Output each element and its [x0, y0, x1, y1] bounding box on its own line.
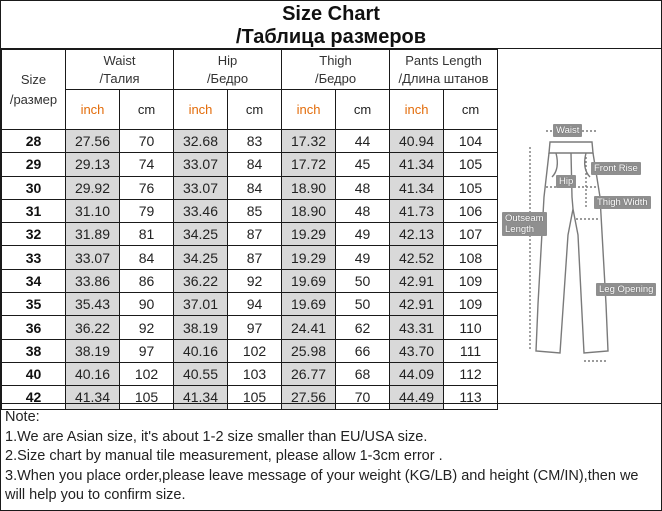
size-cell: 28: [2, 130, 66, 153]
hip-in-cell: 34.25: [174, 223, 228, 246]
thigh-cm-cell: 48: [336, 176, 390, 199]
size-cell: 34: [2, 269, 66, 292]
size-cell: 31: [2, 199, 66, 222]
header-waist-en: Waist: [103, 52, 136, 68]
thigh-cm-cell: 48: [336, 199, 390, 222]
label-outseam-length: [502, 212, 547, 236]
unit-thigh-cm: cm: [336, 90, 390, 130]
length-cm-cell: 109: [444, 293, 498, 316]
table-row: [2, 153, 498, 176]
unit-length-inch: inch: [390, 90, 444, 130]
waist-in-cell: 33.07: [66, 246, 120, 269]
unit-thigh-inch: inch: [282, 90, 336, 130]
label-thigh-width: Thigh Width: [594, 196, 651, 209]
waistband-shape: [549, 142, 593, 153]
unit-length-cm: cm: [444, 90, 498, 130]
length-cm-cell: 105: [444, 176, 498, 199]
thigh-cm-cell: 45: [336, 153, 390, 176]
header-size: [2, 50, 66, 130]
waist-in-cell: 31.89: [66, 223, 120, 246]
note-3: 3.When you place order,please leave message of your weight (KG/LB) and height (CM/IN),then we will help you to confirm size.: [5, 467, 639, 503]
label-hip: Hip: [556, 175, 576, 188]
header-hip: [174, 50, 282, 90]
label-outseam-line2: Length: [505, 224, 535, 235]
waist-cm-cell: 97: [120, 339, 174, 362]
unit-hip-inch: inch: [174, 90, 228, 130]
header-thigh-en: Thigh: [319, 52, 352, 68]
length-in-cell: 42.91: [390, 269, 444, 292]
thigh-in-cell: 19.29: [282, 223, 336, 246]
hip-cm-cell: 87: [228, 223, 282, 246]
notes-heading: Note:: [5, 409, 40, 425]
unit-hip-cm: cm: [228, 90, 282, 130]
waist-cm-cell: 92: [120, 316, 174, 339]
header-pants-length: [390, 50, 498, 90]
waist-cm-cell: 79: [120, 199, 174, 222]
length-in-cell: 44.49: [390, 386, 444, 409]
hip-in-cell: 40.55: [174, 362, 228, 385]
header-waist-ru: /Талия: [99, 70, 140, 86]
hip-in-cell: 41.34: [174, 386, 228, 409]
hip-cm-cell: 92: [228, 269, 282, 292]
length-in-cell: 42.91: [390, 293, 444, 316]
length-cm-cell: 109: [444, 269, 498, 292]
title-russian: /Таблица размеров: [235, 26, 427, 48]
size-cell: 38: [2, 339, 66, 362]
size-cell: 40: [2, 362, 66, 385]
length-in-cell: 43.31: [390, 316, 444, 339]
length-cm-cell: 106: [444, 199, 498, 222]
length-cm-cell: 110: [444, 316, 498, 339]
table-row: [2, 362, 498, 385]
length-cm-cell: 105: [444, 153, 498, 176]
thigh-in-cell: 25.98: [282, 339, 336, 362]
length-cm-cell: 111: [444, 339, 498, 362]
thigh-cm-cell: 50: [336, 269, 390, 292]
size-cell: 36: [2, 316, 66, 339]
thigh-cm-cell: 66: [336, 339, 390, 362]
header-waist: [66, 50, 174, 90]
thigh-in-cell: 19.29: [282, 246, 336, 269]
thigh-cm-cell: 70: [336, 386, 390, 409]
waist-cm-cell: 86: [120, 269, 174, 292]
notes-section: [1, 403, 661, 510]
length-cm-cell: 112: [444, 362, 498, 385]
hip-cm-cell: 105: [228, 386, 282, 409]
thigh-in-cell: 19.69: [282, 293, 336, 316]
hip-cm-cell: 84: [228, 153, 282, 176]
title-english: Size Chart: [282, 3, 380, 25]
waist-cm-cell: 105: [120, 386, 174, 409]
table-row: [2, 176, 498, 199]
length-cm-cell: 113: [444, 386, 498, 409]
unit-waist-inch: inch: [66, 90, 120, 130]
thigh-cm-cell: 49: [336, 246, 390, 269]
thigh-cm-cell: 62: [336, 316, 390, 339]
size-cell: 30: [2, 176, 66, 199]
length-in-cell: 44.09: [390, 362, 444, 385]
thigh-in-cell: 17.72: [282, 153, 336, 176]
hip-in-cell: 34.25: [174, 246, 228, 269]
hip-cm-cell: 84: [228, 176, 282, 199]
header-size-en: Size: [20, 71, 47, 87]
header-hip-en: Hip: [217, 52, 238, 68]
table-row: [2, 316, 498, 339]
waist-in-cell: 41.34: [66, 386, 120, 409]
size-cell: 29: [2, 153, 66, 176]
waist-in-cell: 27.56: [66, 130, 120, 153]
size-cell: 35: [2, 293, 66, 316]
thigh-cm-cell: 68: [336, 362, 390, 385]
hip-cm-cell: 103: [228, 362, 282, 385]
header-thigh: [282, 50, 390, 90]
note-1: 1.We are Asian size, it's about 1-2 size smaller than EU/USA size.: [5, 428, 428, 445]
table-row: [2, 269, 498, 292]
size-cell: 32: [2, 223, 66, 246]
length-in-cell: 40.94: [390, 130, 444, 153]
length-cm-cell: 107: [444, 223, 498, 246]
waist-cm-cell: 74: [120, 153, 174, 176]
hip-cm-cell: 97: [228, 316, 282, 339]
chart-title: [1, 1, 661, 49]
size-rows: [2, 130, 498, 410]
header-pants-length-en: Pants Length: [405, 52, 482, 68]
table-row: [2, 223, 498, 246]
waist-in-cell: 36.22: [66, 316, 120, 339]
unit-waist-cm: cm: [120, 90, 174, 130]
waist-cm-cell: 102: [120, 362, 174, 385]
header-hip-ru: /Бедро: [206, 70, 249, 86]
hip-in-cell: 37.01: [174, 293, 228, 316]
waist-cm-cell: 70: [120, 130, 174, 153]
thigh-in-cell: 26.77: [282, 362, 336, 385]
hip-in-cell: 38.19: [174, 316, 228, 339]
table-row: [2, 199, 498, 222]
hip-in-cell: 32.68: [174, 130, 228, 153]
label-waist: Waist: [553, 124, 582, 137]
waist-in-cell: 38.19: [66, 339, 120, 362]
thigh-cm-cell: 50: [336, 293, 390, 316]
length-in-cell: 42.52: [390, 246, 444, 269]
size-cell: 42: [2, 386, 66, 409]
length-in-cell: 41.34: [390, 176, 444, 199]
length-in-cell: 42.13: [390, 223, 444, 246]
table-row: [2, 339, 498, 362]
header-pants-length-ru: /Длина штанов: [398, 70, 489, 86]
header-size-ru: /размер: [9, 91, 58, 107]
thigh-in-cell: 17.32: [282, 130, 336, 153]
waist-cm-cell: 90: [120, 293, 174, 316]
hip-in-cell: 33.46: [174, 199, 228, 222]
size-cell: 33: [2, 246, 66, 269]
waist-in-cell: 33.86: [66, 269, 120, 292]
hip-in-cell: 33.07: [174, 153, 228, 176]
thigh-cm-cell: 49: [336, 223, 390, 246]
pants-measurement-diagram: [497, 49, 661, 403]
thigh-in-cell: 18.90: [282, 199, 336, 222]
header-thigh-ru: /Бедро: [314, 70, 357, 86]
hip-cm-cell: 94: [228, 293, 282, 316]
table-row: [2, 246, 498, 269]
hip-cm-cell: 87: [228, 246, 282, 269]
length-in-cell: 41.73: [390, 199, 444, 222]
label-leg-opening: Leg Opening: [596, 283, 656, 296]
hip-in-cell: 40.16: [174, 339, 228, 362]
waist-in-cell: 31.10: [66, 199, 120, 222]
size-table: [1, 49, 498, 410]
thigh-in-cell: 19.69: [282, 269, 336, 292]
hip-cm-cell: 102: [228, 339, 282, 362]
length-in-cell: 41.34: [390, 153, 444, 176]
waist-cm-cell: 81: [120, 223, 174, 246]
hip-cm-cell: 85: [228, 199, 282, 222]
table-row: [2, 130, 498, 153]
waist-in-cell: 29.92: [66, 176, 120, 199]
hip-in-cell: 33.07: [174, 176, 228, 199]
pocket-left: [552, 153, 557, 177]
hip-in-cell: 36.22: [174, 269, 228, 292]
thigh-in-cell: 18.90: [282, 176, 336, 199]
waist-cm-cell: 84: [120, 246, 174, 269]
hip-cm-cell: 83: [228, 130, 282, 153]
waist-cm-cell: 76: [120, 176, 174, 199]
table-row: [2, 293, 498, 316]
label-front-rise: Front Rise: [591, 162, 641, 175]
thigh-in-cell: 24.41: [282, 316, 336, 339]
thigh-cm-cell: 44: [336, 130, 390, 153]
length-in-cell: 43.70: [390, 339, 444, 362]
waist-in-cell: 29.13: [66, 153, 120, 176]
waist-in-cell: 35.43: [66, 293, 120, 316]
note-2: 2.Size chart by manual tile measurement, please allow 1-3cm error .: [5, 448, 443, 464]
waist-in-cell: 40.16: [66, 362, 120, 385]
thigh-in-cell: 27.56: [282, 386, 336, 409]
label-outseam-line1: Outseam: [505, 213, 544, 224]
length-cm-cell: 104: [444, 130, 498, 153]
length-cm-cell: 108: [444, 246, 498, 269]
